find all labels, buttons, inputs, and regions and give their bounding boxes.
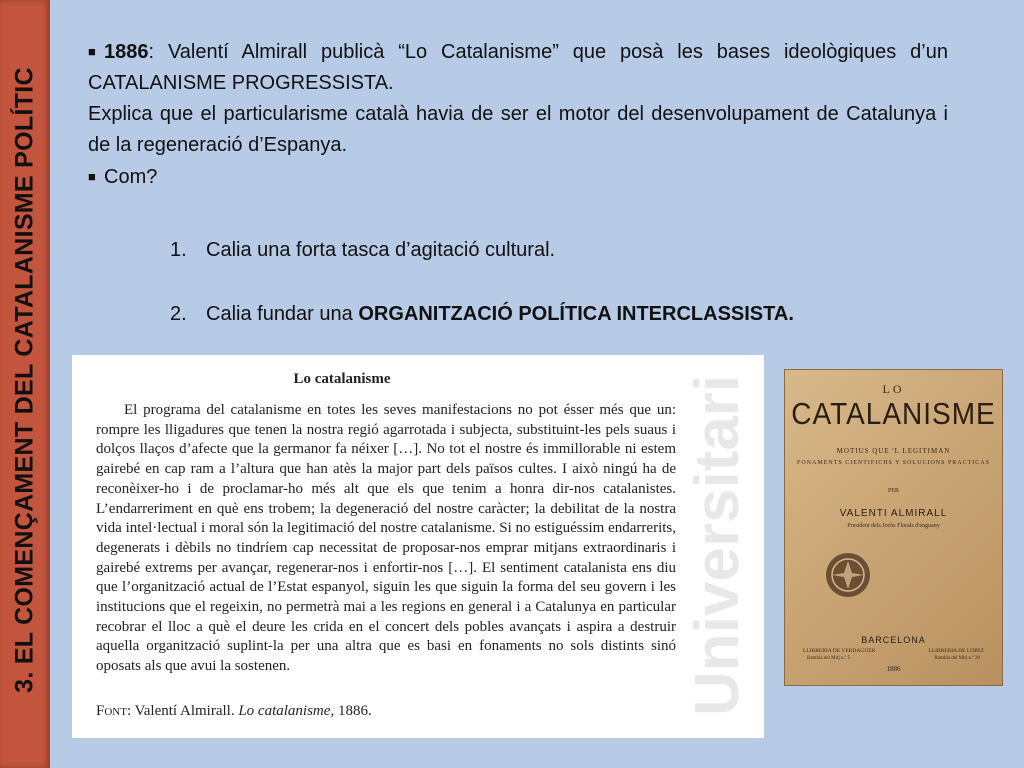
book-author: VALENTI ALMIRALL (839, 508, 948, 519)
book-subtitle-2: FONAMENTS CIENTIFICHS Y SOLUCIONS PRACTICAS (797, 460, 990, 466)
book-title: CATALANISME (791, 396, 996, 431)
book-city: BARCELONA (861, 635, 926, 645)
square-bullet-icon: ■ (88, 169, 96, 184)
address-left: Rambla del Mitj n.º 5 (807, 656, 851, 661)
bullet-com-text: Com? (104, 166, 158, 188)
book-cover-image (785, 370, 1002, 685)
watermark-text: Universitari (683, 374, 752, 716)
emblem-icon (818, 545, 878, 605)
excerpt-body: El programa del catalanisme en totes les seves manifestacions no pot ésser més que un: rompre les lligadures que tenen la nostra regió agarrotada i subjecta, substituint-les pels suaus i dolços llaços d’afecte que la germanor fa néixer […]. No tot el nostre és immillorable ni estem gairebé en cap ram a l’altura que han atès la major part dels països cultes. I això ningú ha de reconèixer-ho i de proclamar-ho més alt que els que tenim a honra dir-nos catalanistes. L’endarreriment en què ens trobem; la degeneració del nostre caràcter; la debilitat de la nostra vida intel·lectual i moral són la legitimació del nostre catalanisme. Si no estiguéssim endarrerits, degenerats i dèbils no tindríem cap necessitat de proposar-nos emprar mitjans extraordinaris i gairebé extrems per avançar, regenerar-nos i enfortir-nos […]. El sentiment catalanista ens diu que l’organització actual de l’Estat espanyol, siguin les que siguin la forma del seu govern i les institucions que el regeixin, no permetrà mai a les regions en general i a Catalunya en particular recobrar el lloc a què el deure les crida en el concert dels pobles avançats i aspira a destruir aquella organització suplint-la per una altra que es basi en fonaments no sols distints sinó oposats als que avui la sostenen. (96, 402, 676, 675)
list-item (170, 303, 794, 326)
source-year: , 1886. (330, 703, 372, 719)
source-excerpt (72, 355, 764, 738)
excerpt-source (96, 703, 372, 720)
book-year: 1886 (886, 665, 901, 673)
book-lo: LO (882, 382, 905, 396)
book-per: PER (887, 488, 899, 494)
list-item-text: Calia fundar una (206, 303, 359, 325)
source-author: : Valentí Almirall. (126, 703, 239, 719)
bullet-1886 (88, 36, 948, 99)
list-number: 2. (170, 303, 187, 325)
bullet-1886-text: : Valentí Almirall publicà “Lo Catalanisme” que posà les bases ideològiques d’un CATALANISME PROGRESSISTA. (88, 41, 948, 94)
book-author-note: President dels Jochs Florals d'enguany (847, 523, 940, 529)
list-item-bold: ORGANITZACIÓ POLÍTICA INTERCLASSISTA. (358, 303, 794, 325)
book-publishers (803, 648, 984, 654)
main-text (88, 36, 948, 193)
list-number: 1. (170, 239, 187, 261)
bullet-com (88, 161, 948, 193)
square-bullet-icon: ■ (88, 44, 96, 59)
source-label: Font (96, 703, 127, 719)
address-right: Rambla del Mitj n.º 20 (934, 656, 980, 661)
year-highlight: 1886 (104, 41, 149, 63)
publisher-left: LLIBRERIA DE VERDAGUER (803, 648, 876, 654)
explanation-paragraph: Explica que el particularisme català havia de ser el motor del desenvolupament de Catalunya i de la regeneració d’Espanya. (88, 103, 948, 156)
excerpt-title: Lo catalanisme (293, 371, 391, 387)
book-subtitle-1: MOTIUS QUE 'L LEGITIMAN (836, 447, 951, 455)
book-addresses (807, 656, 980, 661)
list-item (170, 239, 555, 262)
slide-title: 3. EL COMENÇAMENT DEL CATALANISME POLÍTIC (10, 67, 39, 693)
list-item-text: Calia una forta tasca d’agitació cultural. (206, 239, 556, 261)
publisher-right: LLIBRERIA DE LOPEZ (928, 648, 984, 654)
source-work: Lo catalanisme (238, 703, 331, 719)
sidebar (0, 0, 50, 768)
